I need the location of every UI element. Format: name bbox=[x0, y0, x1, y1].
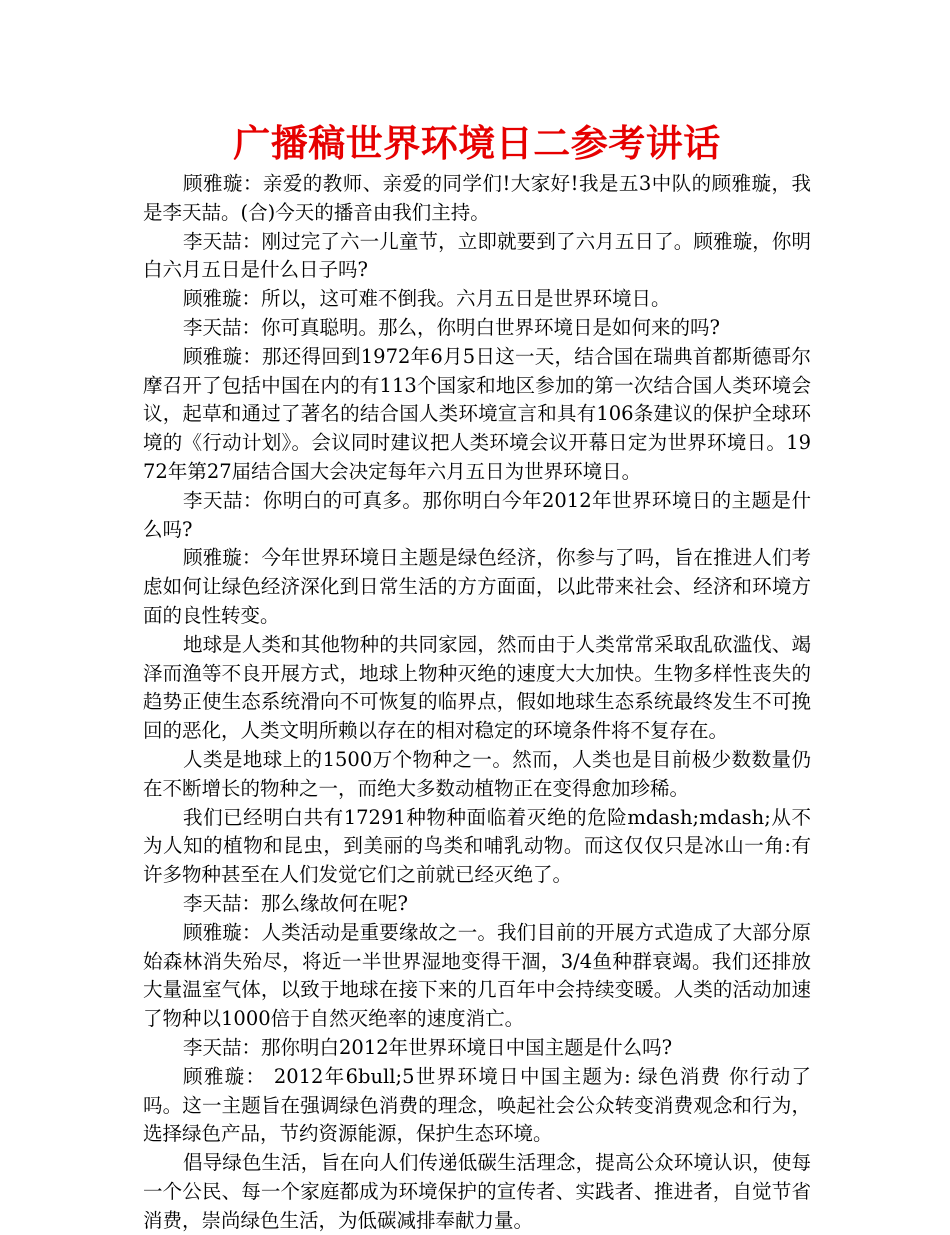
document-page bbox=[143, 118, 811, 1235]
paragraph-3: 顾雅璇：所以，这可难不倒我。六月五日是世界环境日。 bbox=[183, 287, 671, 311]
paragraph-1: 顾雅璇：亲爱的教师、亲爱的同学们!大家好!我是五3中队的顾雅璇，我是李天喆。(合)今天的播音由我们主持。 bbox=[143, 172, 811, 224]
paragraph-7: 顾雅璇：今年世界环境日主题是绿色经济，你参与了吗，旨在推进人们考虑如何让绿色经济深化到日常生活的方方面面，以此带来社会、经济和环境方面的良性转变。 bbox=[143, 546, 811, 627]
paragraph-14: 顾雅璇： 2012年6bull;5世界环境日中国主题为: 绿色消费 你行动了吗。这一主题旨在强调绿色消费的理念，唤起社会公众转变消费观念和行为，选择绿色产品，节约资源能源，保护生态环境。 bbox=[143, 1064, 811, 1146]
document-body bbox=[143, 170, 811, 1235]
paragraph-9: 人类是地球上的1500万个物种之一。然而，人类也是目前极少数数量仍在不断增长的物种之一，而绝大多数动植物正在变得愈加珍稀。 bbox=[143, 747, 811, 800]
document-title: 广播稿世界环境日二参考讲话 bbox=[233, 122, 721, 165]
paragraph-6: 李天喆：你明白的可真多。那你明白今年2012年世界环境日的主题是什么吗? bbox=[143, 488, 811, 541]
paragraph-5: 顾雅璇：那还得回到1972年6月5日这一天，结合国在瑞典首都斯德哥尔摩召开了包括中国在内的有113个国家和地区参加的第一次结合国人类环境会议，起草和通过了著名的结合国人类环境宣言和具有106条建议的保护全球环境的《行动计划》。会议同时建议把人类环境会议开幕日定为世界环境日。1972年第27届结合国大会决定每年六月五日为世界环境日。 bbox=[143, 344, 811, 483]
paragraph-15: 倡导绿色生活，旨在向人们传递低碳生活理念，提高公众环境认识，使每一个公民、每一个家庭都成为环境保护的宣传者、实践者、推进者，自觉节省消费，崇尚绿色生活，为低碳减排奉献力量。 bbox=[143, 1151, 811, 1232]
paragraph-13: 李天喆：那你明白2012年世界环境日中国主题是什么吗? bbox=[183, 1035, 673, 1059]
paragraph-10: 我们已经明白共有17291种物种面临着灭绝的危险mdash;mdash;从不为人知的植物和昆虫，到美丽的鸟类和哺乳动物。而这仅仅只是冰山一角:有许多物种甚至在人们发觉它们之前就已经灭绝了。 bbox=[143, 805, 811, 887]
paragraph-12: 顾雅璇：人类活动是重要缘故之一。我们目前的开展方式造成了大部分原始森林消失殆尽，将近一半世界湿地变得干涸，3/4鱼种群衰竭。我们还排放大量温室气体，以致于地球在接下来的几百年中会持续变暖。人类的活动加速了物种以1000倍于自然灭绝率的速度消亡。 bbox=[143, 920, 811, 1031]
paragraph-11: 李天喆：那么缘故何在呢? bbox=[183, 891, 408, 915]
paragraph-4: 李天喆：你可真聪明。那么，你明白世界环境日是如何来的吗? bbox=[183, 315, 720, 339]
paragraph-2: 李天喆：刚过完了六一儿童节，立即就要到了六月五日了。顾雅璇，你明白六月五日是什么日子吗? bbox=[143, 229, 811, 282]
paragraph-8: 地球是人类和其他物种的共同家园，然而由于人类常常采取乱砍滥伐、竭泽而渔等不良开展方式，地球上物种灭绝的速度大大加快。生物多样性丧失的趋势正使生态系统滑向不可恢复的临界点，假如地球生态系统最终发生不可挽回的恶化，人类文明所赖以存在的相对稳定的环境条件将不复存在。 bbox=[143, 632, 811, 743]
